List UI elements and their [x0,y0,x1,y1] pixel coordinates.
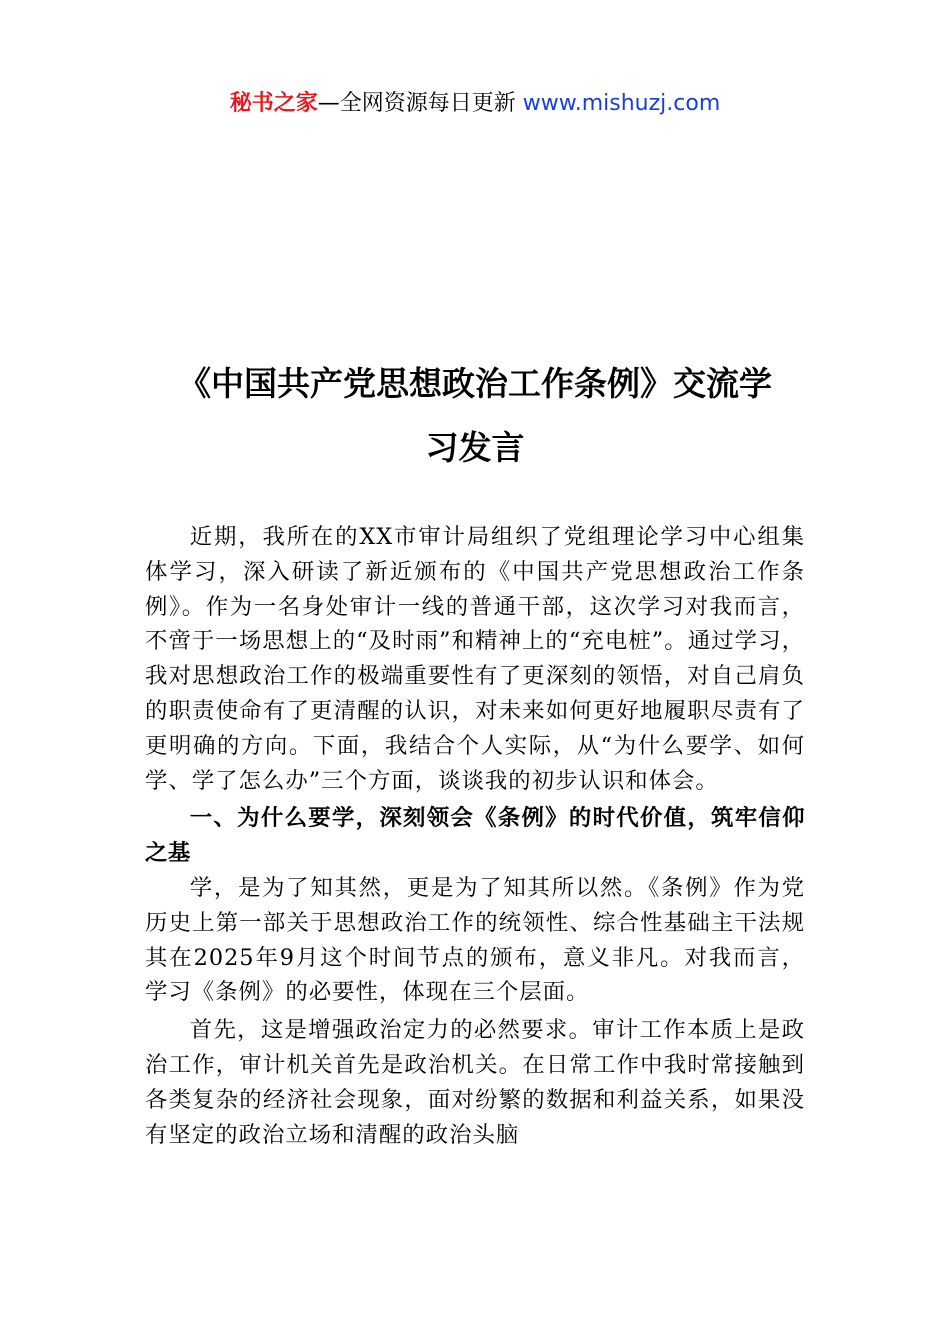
paragraph-intro: 近期，我所在的XX市审计局组织了党组理论学习中心组集体学习，深入研读了新近颁布的《中国共产党思想政治工作条例》。作为一名身处审计一线的普通干部，这次学习对我而言，不啻于一场思想上的“及时雨”和精神上的“充电桩”。通过学习，我对思想政治工作的极端重要性有了更深刻的领悟，对自己肩负的职责使命有了更清醒的认识，对未来如何更好地履职尽责有了更明确的方向。下面，我结合个人实际，从“为什么要学、如何学、学了怎么办”三个方面，谈谈我的初步认识和体会。 [145,524,805,794]
document-title-line-1: 《中国共产党思想政治工作条例》交流学 [178,364,772,403]
section-heading-1: 一、为什么要学，深刻领会《条例》的时代价值，筑牢信仰之基 [145,805,805,867]
header-tagline: —全网资源每日更新 [317,91,523,116]
paragraph-section-1: 学，是为了知其然，更是为了知其所以然。《条例》作为党历史上第一部关于思想政治工作的统领性、综合性基础主干法规其在2025年9月这个时间节点的颁布，意义非凡。对我而言，学习《条例》的必要性，体现在三个层面。 [145,874,805,1006]
document-title-line-2: 习发言 [425,428,525,467]
page-header [0,88,950,120]
header-brand: 秘书之家 [229,91,318,116]
document-title [145,352,805,480]
document-body [145,520,805,1152]
header-url-link[interactable]: www.mishuzj.com [522,91,721,116]
paragraph-first-point: 首先，这是增强政治定力的必然要求。审计工作本质上是政治工作，审计机关首先是政治机关。在日常工作中我时常接触到各类复杂的经济社会现象，面对纷繁的数据和利益关系，如果没有坚定的政治立场和清醒的政治头脑 [145,1017,805,1148]
